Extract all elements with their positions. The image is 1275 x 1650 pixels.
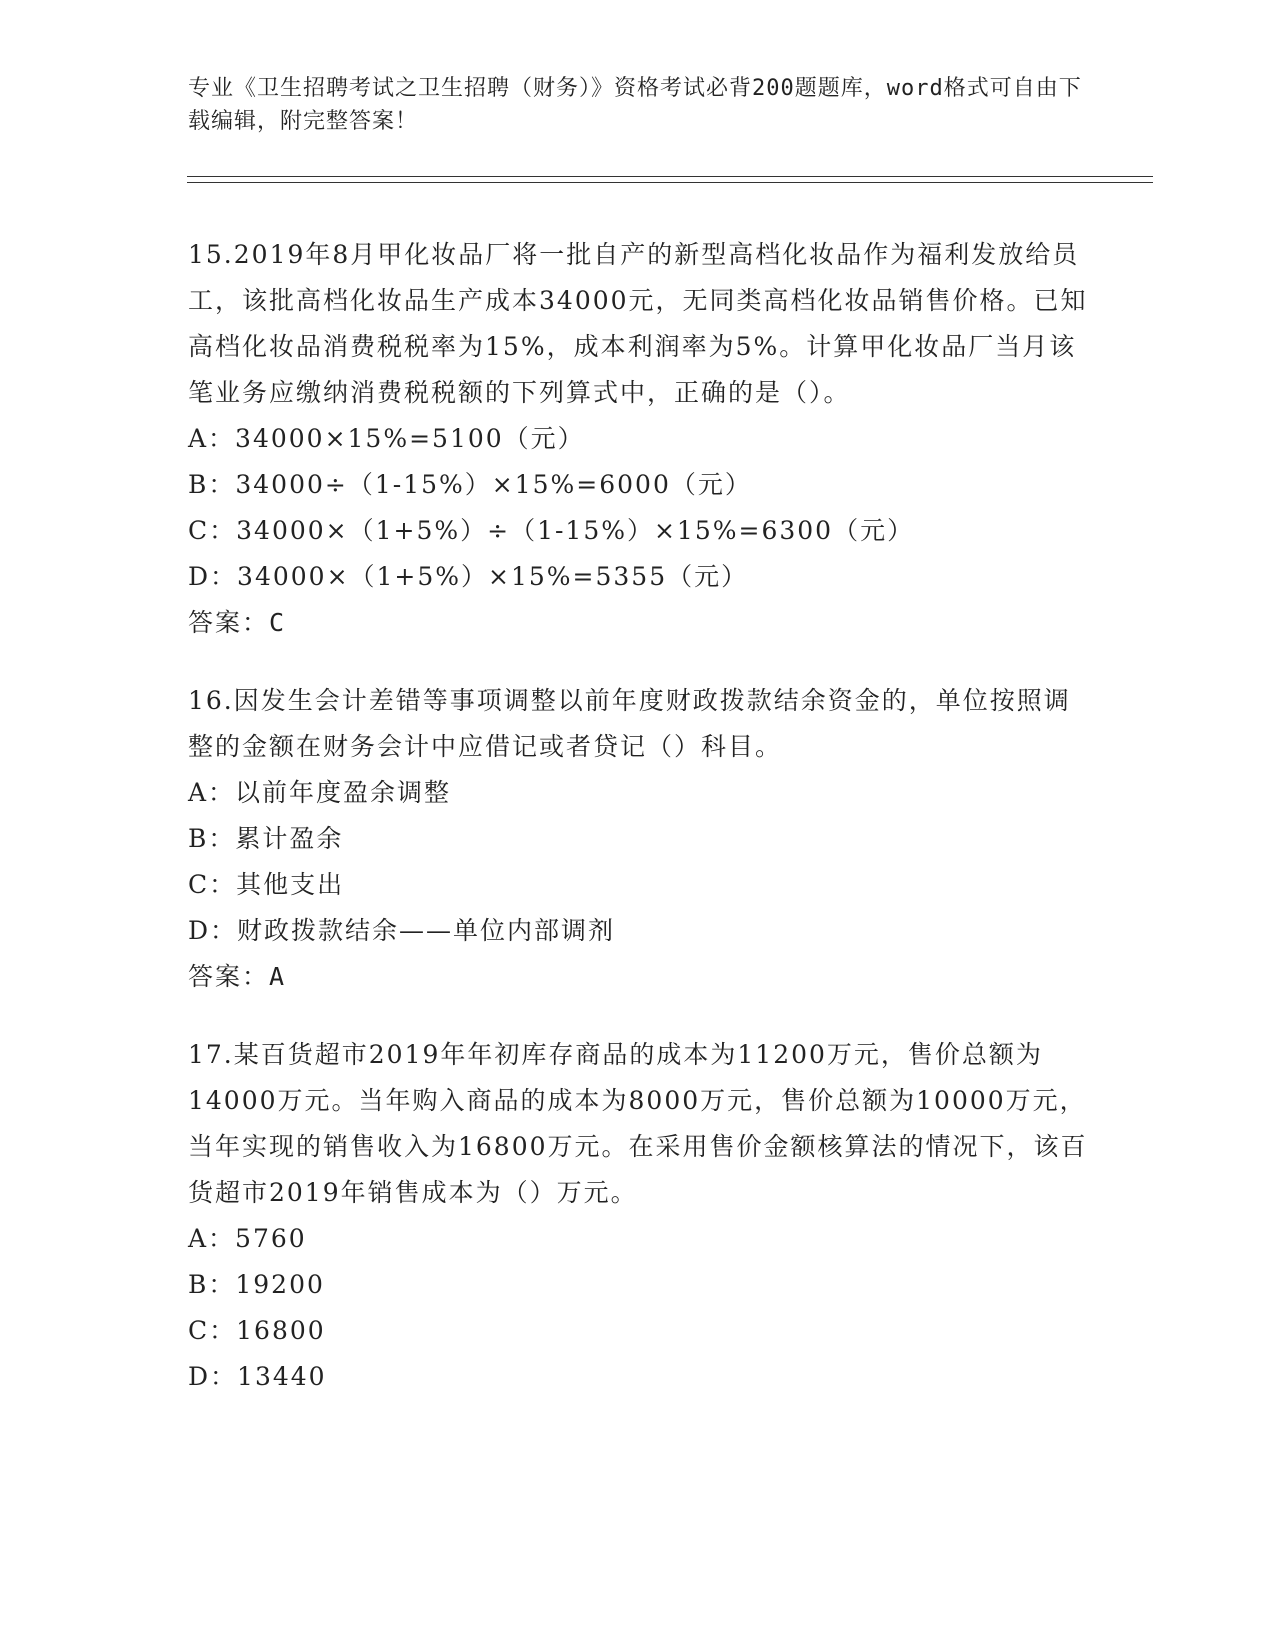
question-17 <box>188 1032 1088 1400</box>
option-d: D：34000×（1+5%）×15%=5355（元） <box>188 562 749 591</box>
question-text: 16.因发生会计差错等事项调整以前年度财政拨款结余资金的，单位按照调整的金额在财务会计中应借记或者贷记（）科目。 <box>188 686 1071 761</box>
question-text: 15.2019年8月甲化妆品厂将一批自产的新型高档化妆品作为福利发放给员工，该批高档化妆品生产成本34000元，无同类高档化妆品销售价格。已知高档化妆品消费税税率为15%，成本利润率为5%。计算甲化妆品厂当月该笔业务应缴纳消费税税额的下列算式中，正确的是（）。 <box>188 240 1088 407</box>
option-a: A：5760 <box>188 1224 307 1253</box>
answer-text: 答案：C <box>188 608 287 637</box>
option-a: A：34000×15%=5100（元） <box>188 424 585 453</box>
document-header: 专业《卫生招聘考试之卫生招聘（财务）》资格考试必背200题题库，word格式可自由下载编辑，附完整答案！ <box>188 76 1082 134</box>
answer-text: 答案：A <box>188 962 287 991</box>
header-divider-bottom <box>187 182 1153 183</box>
header-divider-top <box>187 176 1153 177</box>
option-a: A：以前年度盈余调整 <box>188 778 452 807</box>
question-text: 17.某百货超市2019年年初库存商品的成本为11200万元，售价总额为14000万元。当年购入商品的成本为8000万元，售价总额为10000万元，当年实现的销售收入为16800万元。在采用售价金额核算法的情况下，该百货超市2019年销售成本为（）万元。 <box>188 1040 1088 1207</box>
question-15 <box>188 232 1088 646</box>
option-c: C：其他支出 <box>188 870 345 899</box>
option-b: B：19200 <box>188 1270 325 1299</box>
option-d: D：13440 <box>188 1362 327 1391</box>
option-c: C：34000×（1+5%）÷（1-15%）×15%=6300（元） <box>188 516 915 545</box>
option-b: B：34000÷（1-15%）×15%=6000（元） <box>188 470 752 499</box>
question-16 <box>188 678 1088 1000</box>
option-b: B：累计盈余 <box>188 824 344 853</box>
question-list <box>188 232 1088 1432</box>
option-c: C：16800 <box>188 1316 326 1345</box>
option-d: D：财政拨款结余——单位内部调剂 <box>188 916 616 945</box>
